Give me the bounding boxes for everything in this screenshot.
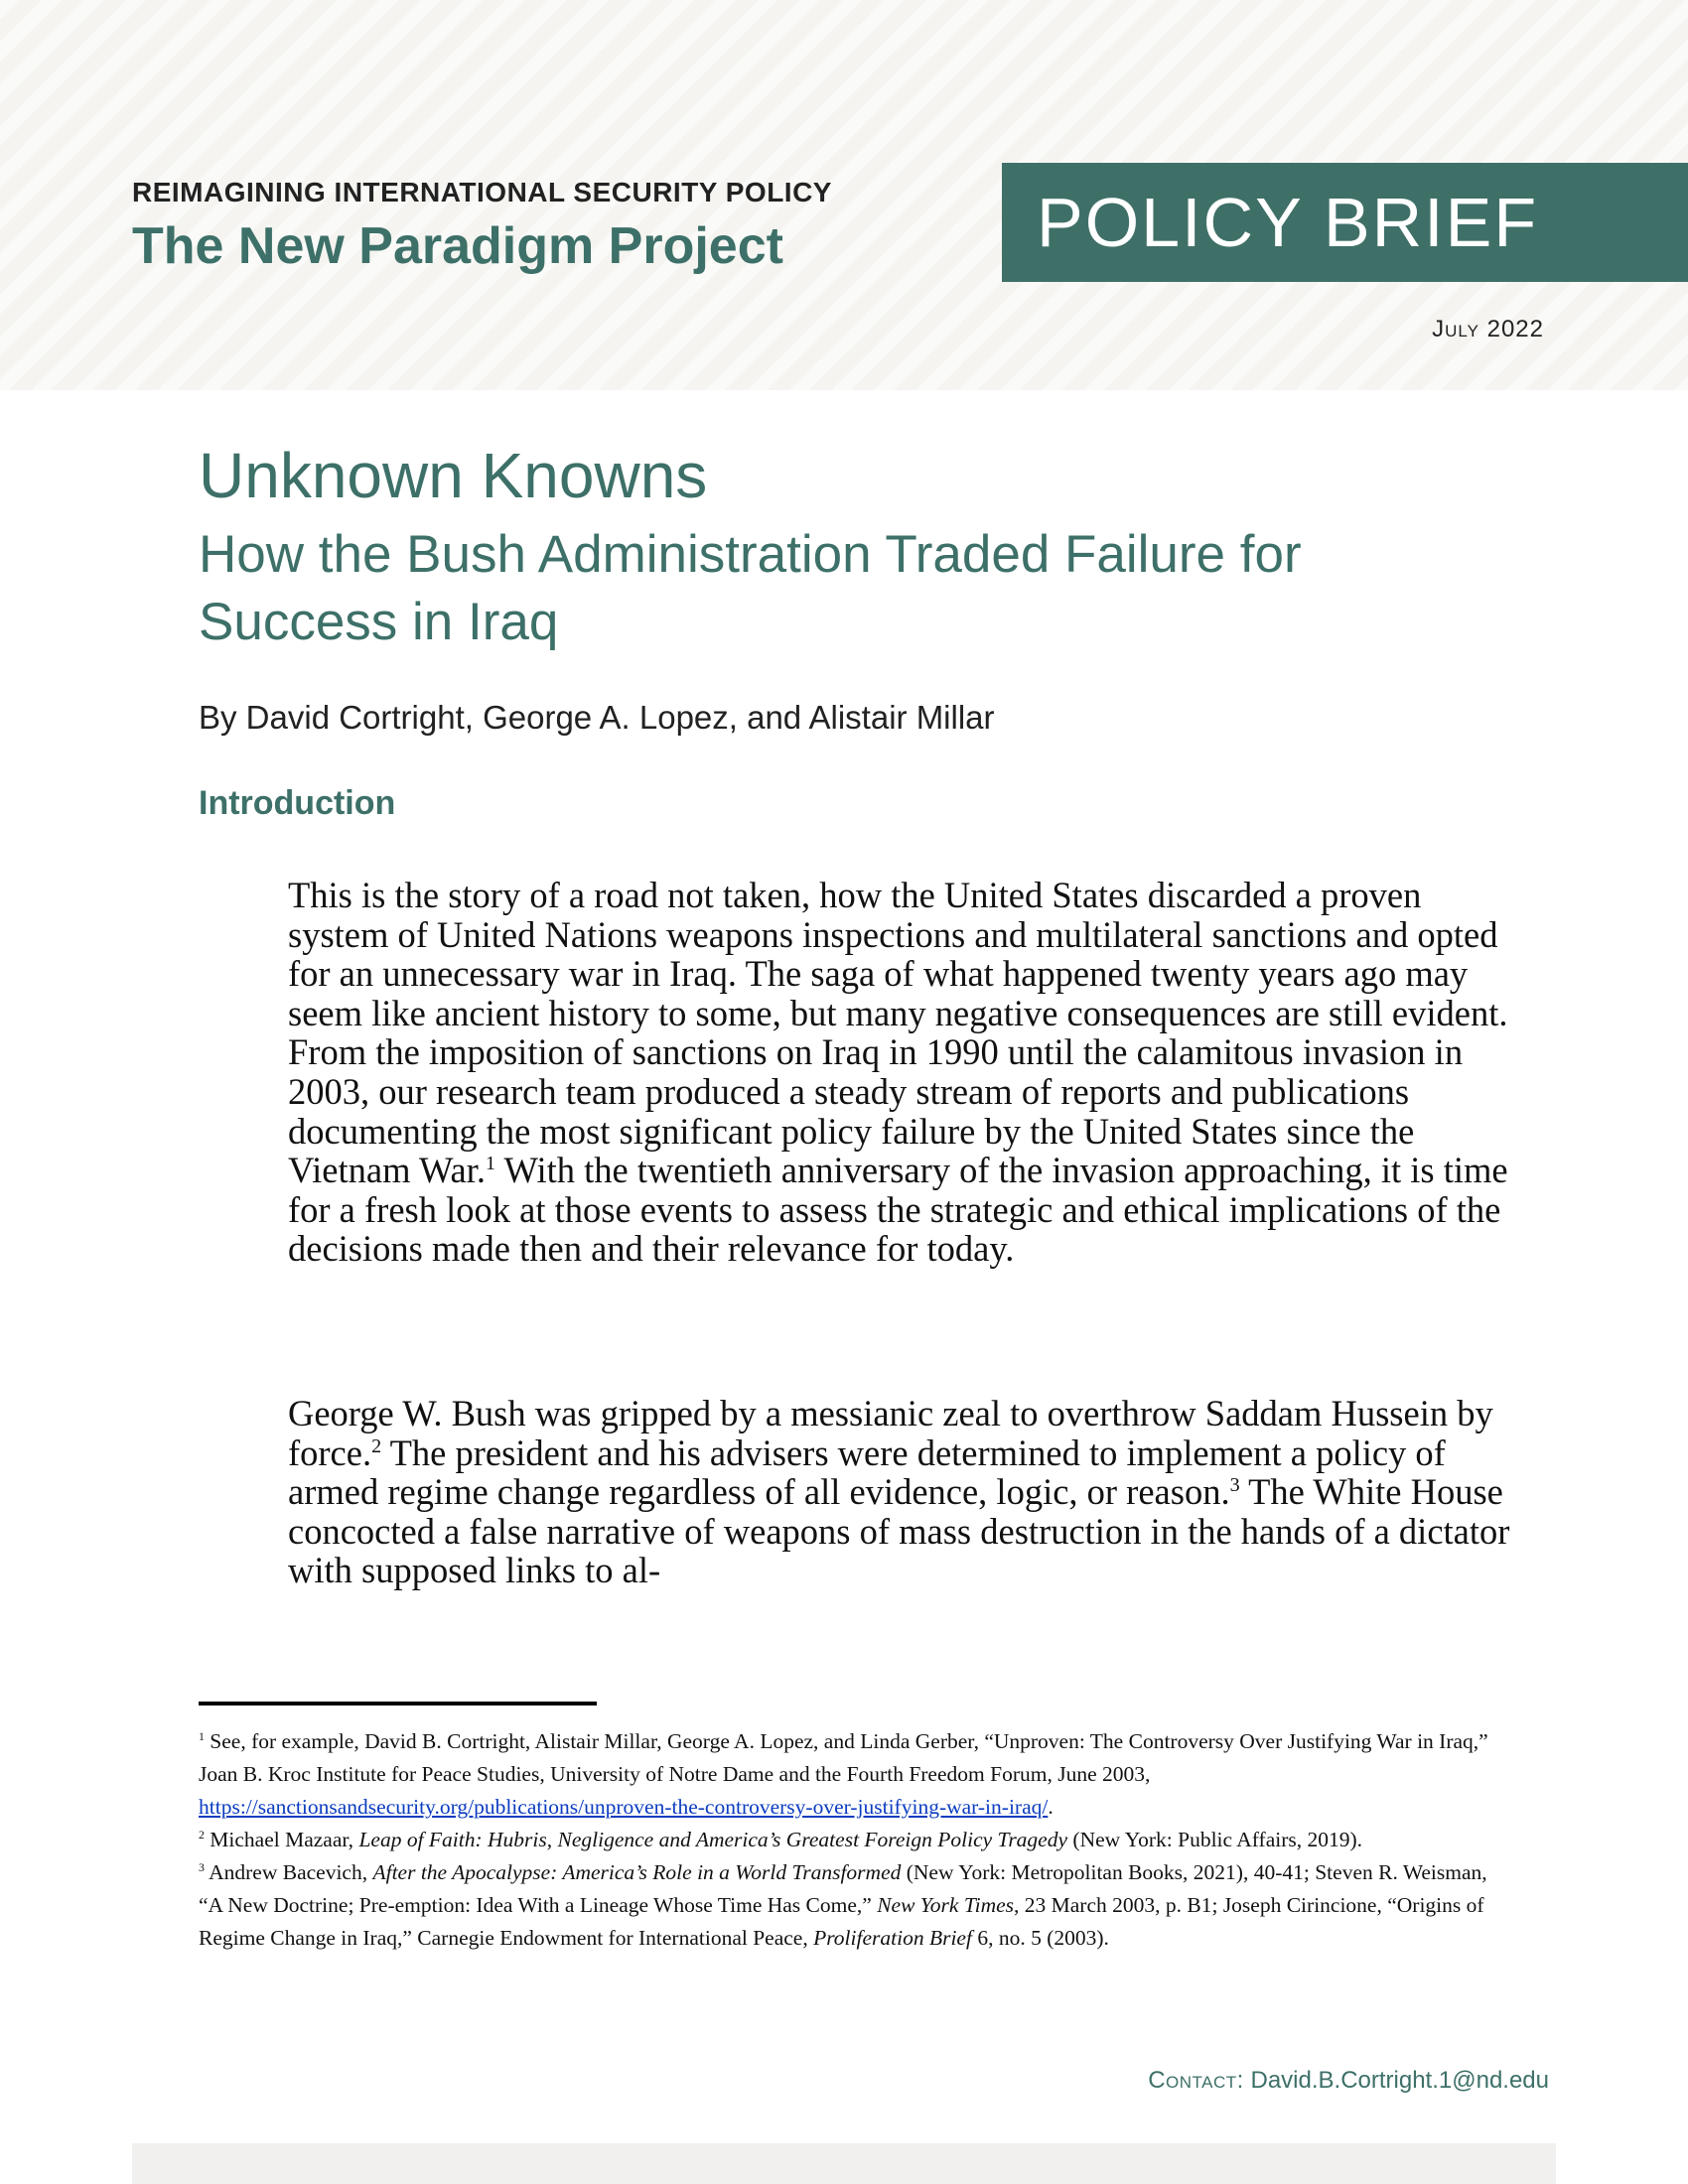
footnote-book-title: After the Apocalypse: America’s Role in a World Transformed [372, 1860, 902, 1884]
paragraph-text: George W. Bush was gripped by a messianic zeal to overthrow Saddam Hussein by force. [288, 1393, 1493, 1473]
footer-band [132, 2143, 1556, 2184]
footnote-book-title: Leap of Faith: Hubris, Negligence and America’s Greatest Foreign Policy Tragedy [358, 1828, 1068, 1851]
footnote-2 [199, 1824, 1499, 1856]
footnote-publication: New York Times [877, 1893, 1015, 1917]
footnote-text: (New York: Public Affairs, 2019). [1067, 1828, 1363, 1851]
contact-line [1148, 2067, 1549, 2095]
paragraph-text: The White House concocted a false narrative of weapons of mass destruction in the hands of a dictator with supposed links to al- [288, 1471, 1510, 1591]
project-name: The New Paradigm Project [132, 217, 783, 275]
footnote-ref-2[interactable]: 2 [371, 1434, 382, 1457]
footnote-publication: Proliferation Brief [813, 1926, 972, 1950]
footnote-text: (New York: Metropolitan Books, 2021), 40-41; Steven R. Weisman, “A New Doctrine; Pre-emption: Idea With a Lineage Whose Time Has Come,” [199, 1860, 1487, 1917]
footnote-text: Michael Mazaar, [204, 1828, 359, 1851]
footnote-text: , 23 March 2003, p. B1; Joseph Cirincione, “Origins of Regime Change in Iraq,” Carnegie Endowment for International Peace, [199, 1893, 1484, 1950]
policy-brief-badge: POLICY BRIEF [1002, 163, 1688, 282]
footnote-number: 3 [199, 1859, 205, 1874]
page-subtitle: How the Bush Administration Traded Failure for Success in Iraq [199, 525, 1302, 651]
footnote-text: 6, no. 5 (2003). [971, 1926, 1109, 1950]
footnote-number: 1 [199, 1728, 205, 1743]
footnote-link[interactable]: https://sanctionsandsecurity.org/publications/unproven-the-controversy-over-justifying-war-in-iraq/ [199, 1795, 1049, 1819]
footnote-ref-3[interactable]: 3 [1229, 1474, 1240, 1497]
footnote-1 [199, 1725, 1499, 1824]
contact-email[interactable]: David.B.Cortright.1@nd.edu [1250, 2067, 1549, 2094]
footnote-3 [199, 1856, 1499, 1955]
paragraph-text: The president and his advisers were determined to implement a policy of armed regime change regardless of all evidence, logic, or reason. [288, 1432, 1446, 1513]
section-heading-introduction: Introduction [199, 784, 396, 822]
footnotes [199, 1725, 1499, 1955]
byline: By David Cortright, George A. Lopez, and Alistair Millar [199, 699, 995, 736]
publication-date: July 2022 [1432, 316, 1544, 342]
footnote-text: . [1048, 1795, 1054, 1819]
paragraph-text: With the twentieth anniversary of the invasion approaching, it is time for a fresh look at those events to assess the strategic and ethical implications of the decisions made then and their relevance for today. [288, 1150, 1508, 1270]
footnote-number: 2 [199, 1827, 205, 1842]
paragraph-text: This is the story of a road not taken, how the United States discarded a proven system of United Nations weapons inspections and multilateral sanctions and opted for an unnecessary war in Iraq. The saga of what happened twenty years ago may seem like ancient history to some, but many negative consequences are still evident. From the imposition of sanctions on Iraq in 1990 until the calamitous invasion in 2003, our research team produced a steady stream of reports and publications documenting the most significant policy failure by the United States since the Vietnam War. [288, 875, 1508, 1191]
footnote-divider [199, 1702, 597, 1706]
page-title: Unknown Knowns [199, 440, 708, 511]
contact-label: Contact: [1148, 2067, 1244, 2094]
series-eyebrow: REIMAGINING INTERNATIONAL SECURITY POLICY [132, 177, 832, 207]
footnote-text: See, for example, David B. Cortright, Alistair Millar, George A. Lopez, and Linda Gerber, “Unproven: The Controversy Over Justifying War in Iraq,” Joan B. Kroc Institute for Peace Studies, University of Notre Dame and the Fourth Freedom Forum, June 2003, [199, 1729, 1488, 1786]
footnote-ref-1[interactable]: 1 [485, 1153, 495, 1174]
body-paragraph-1 [288, 876, 1529, 1269]
body-paragraph-2 [288, 1394, 1529, 1590]
footnote-text: Andrew Bacevich, [204, 1860, 373, 1884]
